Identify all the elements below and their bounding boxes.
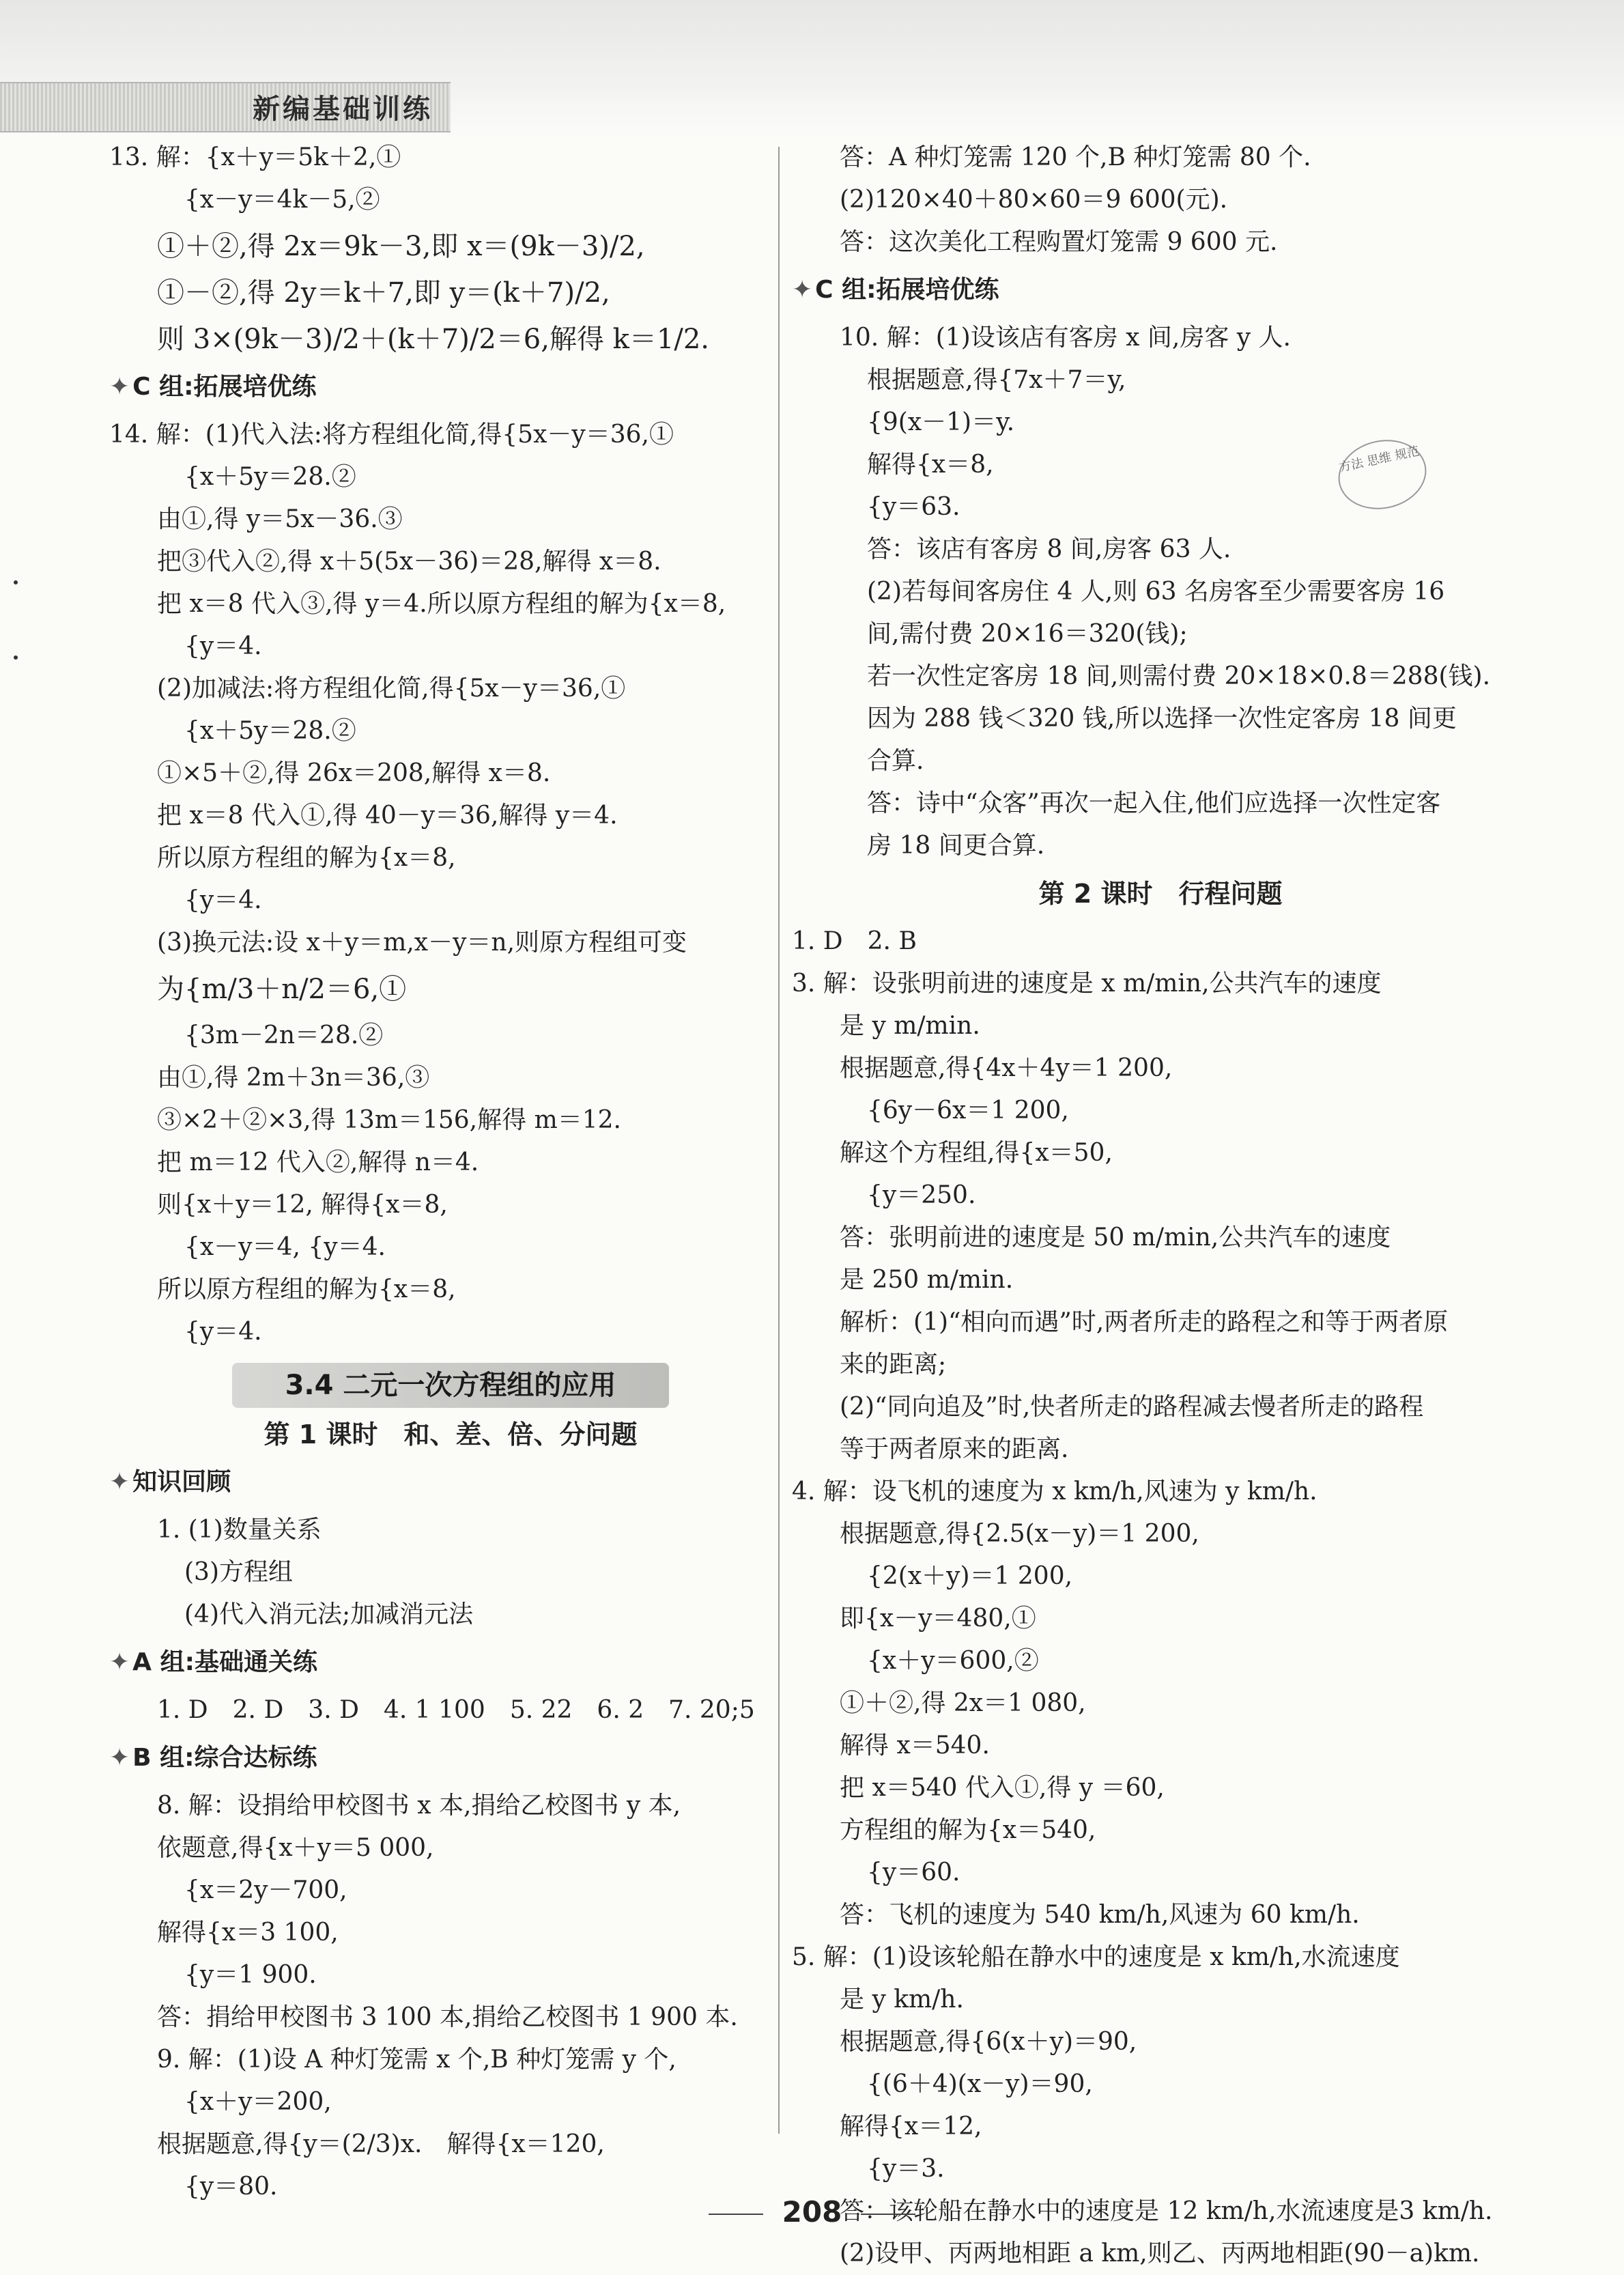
answer-line: ①＋②,得 2x＝9k－3,即 x＝(9k－3)/2, [157,231,645,262]
answer-line: 依题意,得{x＋y＝5 000, [157,1834,434,1862]
answer-line: ③×2＋②×3,得 13m＝156,解得 m＝12. [157,1106,621,1134]
answer-line: 由①,得 2m＋3n＝36,③ [157,1064,430,1092]
answer-line: {y＝250. [867,1181,976,1209]
answer-line: 答：捐给甲校图书 3 100 本,捐给乙校图书 1 900 本. [157,2003,738,2031]
answer-line: 10. 解：(1)设该店有客房 x 间,房客 y 人. [840,324,1291,352]
answer-line: (2)设甲、丙两地相距 a km,则乙、丙两地相距(90－a)km. [840,2239,1480,2267]
lesson-1-title: 第 1 课时 和、差、倍、分问题 [263,1419,638,1450]
answer-line: (3)换元法:设 x＋y＝m,x－y＝n,则原方程组可变 [157,929,687,957]
section-heading: ✦ A 组:基础通关练 [109,1641,792,1684]
answer-line: 答：A 种灯笼需 120 个,B 种灯笼需 80 个. [840,143,1311,171]
answer-line: {x－y＝4, {y＝4. [184,1233,386,1261]
answer-line: 则 3×(9k－3)/2＋(k＋7)/2＝6,解得 k＝1/2. [157,324,709,355]
answer-line: 来的距离; [840,1351,947,1379]
answer-line: {x＋y＝600,② [867,1647,1039,1675]
brand-title: 新编基础训练 [253,93,433,125]
answer-line: {x＋y＝200, [184,2088,332,2116]
answer-line: 解得{x＝3 100, [157,1919,339,1947]
answer-line: (3)方程组 [184,1558,293,1586]
answer-line: 方程组的解为{x＝540, [840,1816,1096,1844]
answer-line: 把 x＝540 代入①,得 y ＝60, [840,1774,1165,1802]
answer-line: 把 m＝12 代入②,解得 n＝4. [157,1148,479,1176]
answer-line: 8. 解：设捐给甲校图书 x 本,捐给乙校图书 y 本, [157,1792,681,1820]
answer-line: {6y－6x＝1 200, [867,1097,1069,1125]
lesson-2-title: 第 2 课时 行程问题 [1038,879,1283,909]
answer-line: 解得{x＝8, [867,451,994,479]
right-answers [792,137,1529,867]
answer-line: 间,需付费 20×16＝320(钱); [867,620,1188,648]
answer-line: 答：张明前进的速度是 50 m/min,公共汽车的速度 [840,1224,1391,1252]
answer-line: 所以原方程组的解为{x＝8, [157,844,456,872]
answer-line: 1. D 2. B [792,927,917,955]
section-heading: ✦ C 组:拓展培优练 [109,366,792,408]
left-answers [109,137,792,1353]
answer-line: 14. 解：(1)代入法:将方程组化简,得{5x－y＝36,① [109,421,674,449]
scan-mark [14,580,18,584]
stamp-seal: 方法 思维 规范 [1332,432,1433,518]
answer-line: ①＋②,得 2x＝1 080, [840,1689,1086,1717]
section-heading: ✦ B 组:综合达标练 [109,1737,792,1779]
answer-line: 13. 解：{x＋y＝5k＋2,① [109,143,401,171]
answer-line: 答：该轮船在静水中的速度是 12 km/h,水流速度是3 km/h. [840,2197,1493,2225]
answer-line: 为{m/3＋n/2＝6,① [157,974,407,1005]
answer-line: 3. 解：设张明前进的速度是 x m/min,公共汽车的速度 [792,970,1382,998]
left-answers-2 [109,1461,792,2208]
answer-line: {x＝2y－700, [184,1876,347,1904]
answer-line: 答：诗中“众客”再次一起入住,他们应选择一次性定客 [867,789,1441,817]
answer-line: 房 18 间更合算. [867,832,1045,860]
answer-line: 合算. [867,747,924,775]
answer-line: 解得{x＝12, [840,2112,982,2140]
answer-line: 5. 解：(1)设该轮船在静水中的速度是 x km/h,水流速度 [792,1943,1400,1971]
answer-line: {x－y＝4k－5,② [184,186,380,214]
answer-line: 是 y km/h. [840,1986,964,2013]
answer-line: {(6＋4)(x－y)＝90, [867,2070,1093,2098]
scan-mark [14,655,18,660]
answer-line: 由①,得 y＝5x－36.③ [157,505,403,533]
chapter-title: 3.4 二元一次方程组的应用 [232,1363,669,1408]
answer-line: 根据题意,得{4x＋4y＝1 200, [840,1054,1173,1082]
answer-line: {y＝60. [867,1859,960,1887]
answer-line: {x＋5y＝28.② [184,463,356,491]
answer-line: 若一次性定客房 18 间,则需付费 20×18×0.8＝288(钱). [867,662,1491,690]
answer-line: (2)120×40＋80×60＝9 600(元). [840,186,1228,214]
answer-line: {y＝4. [184,632,262,660]
answer-line: 根据题意,得{6(x＋y)＝90, [840,2028,1137,2056]
answer-line: 所以原方程组的解为{x＝8, [157,1275,456,1303]
answer-line: 解得 x＝540. [840,1732,990,1760]
answer-line: 答：这次美化工程购置灯笼需 9 600 元. [840,228,1278,256]
answer-line: 答：飞机的速度为 540 km/h,风速为 60 km/h. [840,1901,1360,1929]
answer-line: {3m－2n＝28.② [184,1021,384,1049]
answer-line: 即{x－y＝480,① [840,1605,1036,1633]
answer-line: 根据题意,得{2.5(x－y)＝1 200, [840,1520,1199,1548]
answer-line: 因为 288 钱＜320 钱,所以选择一次性定客房 18 间更 [867,705,1457,733]
answer-line: 解这个方程组,得{x＝50, [840,1139,1113,1167]
answer-line: ①－②,得 2y＝k＋7,即 y＝(k＋7)/2, [157,277,610,309]
answer-line: 答：该店有客房 8 间,房客 63 人. [867,535,1231,563]
answer-line: {y＝63. [867,493,960,521]
answer-line: (2)若每间客房住 4 人,则 63 名房客至少需要客房 16 [867,578,1445,606]
answer-line: {2(x＋y)＝1 200, [867,1562,1073,1590]
section-heading: ✦ 知识回顾 [109,1461,792,1503]
answer-line: 根据题意,得{7x＋7＝y, [867,366,1126,394]
answer-line: 解析：(1)“相向而遇”时,两者所走的路程之和等于两者原 [840,1308,1449,1336]
answer-line: {y＝80. [184,2173,278,2201]
answer-line: 是 250 m/min. [840,1266,1014,1294]
answer-line: 1. (1)数量关系 [157,1516,322,1544]
answer-line: 等于两者原来的距离. [840,1435,1069,1463]
answer-line: 把③代入②,得 x＋5(5x－36)＝28,解得 x＝8. [157,548,661,576]
answer-line: 把 x＝8 代入①,得 40－y＝36,解得 y＝4. [157,802,618,830]
answer-line: 根据题意,得{y＝(2/3)x. 解得{x＝120, [157,2130,605,2158]
answer-line: (2)“同向追及”时,快者所走的路程减去慢者所走的路程 [840,1393,1424,1421]
answer-line: {x＋5y＝28.② [184,717,356,745]
answer-line: 1. D 2. D 3. D 4. 1 100 5. 22 6. 2 7. 20;5 [157,1696,755,1724]
answer-line: (4)代入消元法;加减消元法 [184,1600,474,1628]
right-answers-2 [792,920,1529,2275]
answer-line: 是 y m/min. [840,1012,980,1040]
answer-line: 9. 解：(1)设 A 种灯笼需 x 个,B 种灯笼需 y 个, [157,2046,676,2074]
answer-line: 则{x＋y＝12, 解得{x＝8, [157,1191,448,1219]
page-number: 208 [0,2195,1624,2229]
answer-line: 4. 解：设飞机的速度为 x km/h,风速为 y km/h. [792,1478,1317,1506]
section-heading: ✦ C 组:拓展培优练 [792,269,1529,311]
answer-line: (2)加减法:将方程组化简,得{5x－y＝36,① [157,675,626,703]
left-column [109,137,792,2208]
answer-line: {y＝4. [184,1318,262,1346]
answer-line: {y＝1 900. [184,1961,317,1989]
answer-line: {y＝4. [184,886,262,914]
answer-line: ①×5＋②,得 26x＝208,解得 x＝8. [157,759,551,787]
answer-line: 把 x＝8 代入③,得 y＝4.所以原方程组的解为{x＝8, [157,590,726,618]
answer-line: {9(x－1)＝y. [867,408,1015,436]
answer-line: {y＝3. [867,2155,945,2183]
